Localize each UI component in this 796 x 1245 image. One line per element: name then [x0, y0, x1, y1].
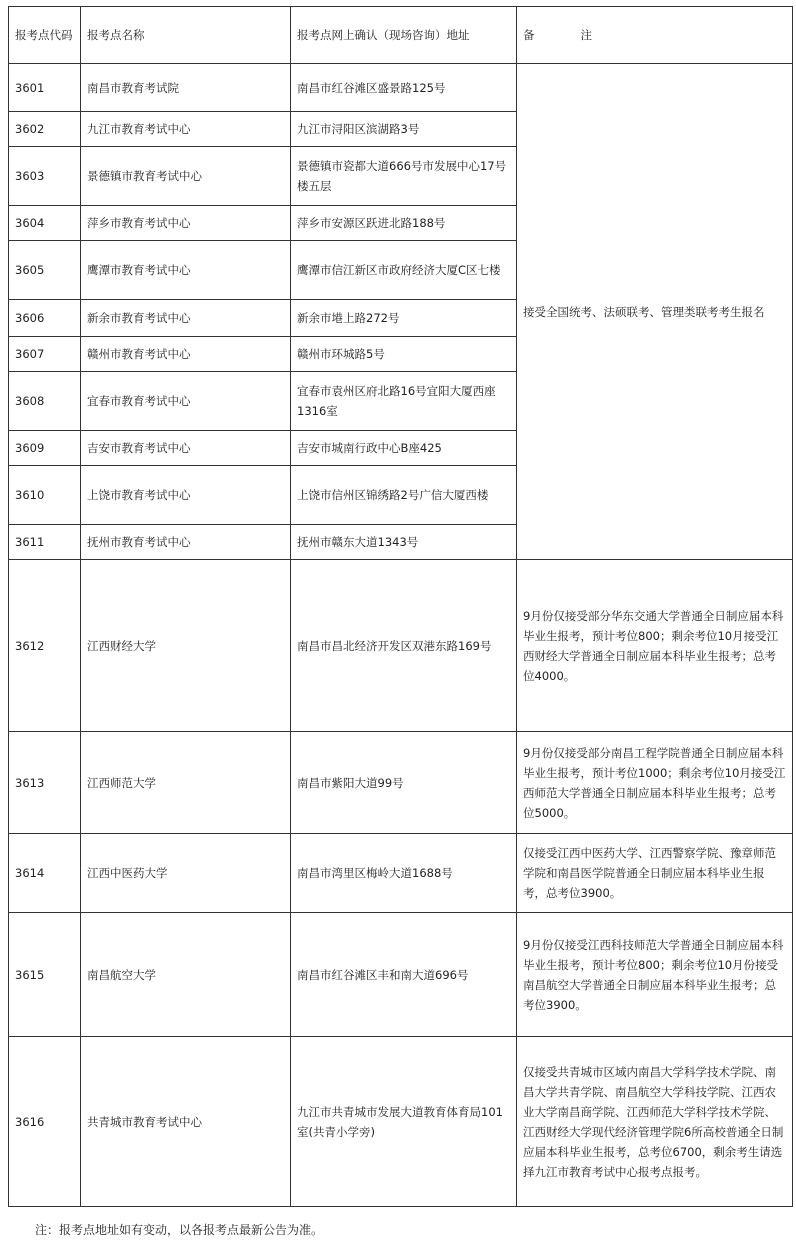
address-cell: 南昌市昌北经济开发区双港东路169号 [291, 560, 517, 732]
code-cell: 3614 [9, 834, 81, 913]
header-row [9, 7, 793, 64]
code-cell: 3616 [9, 1037, 81, 1207]
address-cell: 新余市塂上路272号 [291, 300, 517, 337]
name-cell: 九江市教育考试中心 [81, 112, 291, 147]
name-cell: 鹰潭市教育考试中心 [81, 241, 291, 300]
name-cell: 上饶市教育考试中心 [81, 466, 291, 525]
header-name: 报考点名称 [81, 7, 291, 64]
name-cell: 江西师范大学 [81, 732, 291, 834]
name-cell: 南昌市教育考试院 [81, 64, 291, 112]
header-code: 报考点代码 [9, 7, 81, 64]
address-cell: 抚州市赣东大道1343号 [291, 525, 517, 560]
table-row [9, 834, 793, 913]
code-cell: 3602 [9, 112, 81, 147]
name-cell: 新余市教育考试中心 [81, 300, 291, 337]
code-cell: 3604 [9, 206, 81, 241]
name-cell: 景德镇市教育考试中心 [81, 147, 291, 206]
code-cell: 3601 [9, 64, 81, 112]
table-row [9, 1037, 793, 1207]
remark-cell: 9月份仅接受部分华东交通大学普通全日制应届本科毕业生报考，预计考位800；剩余考位10月接受江西财经大学普通全日制应届本科毕业生报考；总考位4000。 [517, 560, 793, 732]
address-cell: 鹰潭市信江新区市政府经济大厦C区七楼 [291, 241, 517, 300]
code-cell: 3605 [9, 241, 81, 300]
address-cell: 萍乡市安源区跃进北路188号 [291, 206, 517, 241]
code-cell: 3607 [9, 337, 81, 372]
code-cell: 3610 [9, 466, 81, 525]
table-row [9, 732, 793, 834]
name-cell: 吉安市教育考试中心 [81, 431, 291, 466]
table-row [9, 913, 793, 1037]
name-cell: 共青城市教育考试中心 [81, 1037, 291, 1207]
address-cell: 南昌市红谷滩区盛景路125号 [291, 64, 517, 112]
address-cell: 九江市共青城市发展大道教育体育局101室(共青小学旁) [291, 1037, 517, 1207]
name-cell: 萍乡市教育考试中心 [81, 206, 291, 241]
table-row [9, 64, 793, 112]
address-cell: 南昌市紫阳大道99号 [291, 732, 517, 834]
address-cell: 吉安市城南行政中心B座425 [291, 431, 517, 466]
header-remark: 备 注 [517, 7, 793, 64]
code-cell: 3612 [9, 560, 81, 732]
remark-cell: 9月份仅接受部分南昌工程学院普通全日制应届本科毕业生报考，预计考位1000；剩余考位10月接受江西师范大学普通全日制应届本科毕业生报考；总考位5000。 [517, 732, 793, 834]
code-cell: 3609 [9, 431, 81, 466]
code-cell: 3613 [9, 732, 81, 834]
address-cell: 宜春市袁州区府北路16号宜阳大厦西座1316室 [291, 372, 517, 431]
name-cell: 南昌航空大学 [81, 913, 291, 1037]
remark-cell: 9月份仅接受江西科技师范大学普通全日制应届本科毕业生报考，预计考位800；剩余考位10月份接受南昌航空大学普通全日制应届本科毕业生报考；总考位3900。 [517, 913, 793, 1037]
code-cell: 3608 [9, 372, 81, 431]
address-cell: 上饶市信州区锦绣路2号广信大厦西楼 [291, 466, 517, 525]
name-cell: 宜春市教育考试中心 [81, 372, 291, 431]
code-cell: 3615 [9, 913, 81, 1037]
address-cell: 景德镇市瓷都大道666号市发展中心17号楼五层 [291, 147, 517, 206]
header-address: 报考点网上确认（现场咨询）地址 [291, 7, 517, 64]
name-cell: 赣州市教育考试中心 [81, 337, 291, 372]
code-cell: 3603 [9, 147, 81, 206]
address-cell: 九江市浔阳区滨湖路3号 [291, 112, 517, 147]
name-cell: 江西财经大学 [81, 560, 291, 732]
code-cell: 3611 [9, 525, 81, 560]
address-cell: 南昌市红谷滩区丰和南大道696号 [291, 913, 517, 1037]
remark-cell: 仅接受江西中医药大学、江西警察学院、豫章师范学院和南昌医学院普通全日制应届本科毕业生报考，总考位3900。 [517, 834, 793, 913]
code-cell: 3606 [9, 300, 81, 337]
name-cell: 抚州市教育考试中心 [81, 525, 291, 560]
name-cell: 江西中医药大学 [81, 834, 291, 913]
table-row [9, 560, 793, 732]
merged-remark-cell: 接受全国统考、法硕联考、管理类联考考生报名 [517, 64, 793, 560]
footnote: 注：报考点地址如有变动，以各报考点最新公告为准。 [35, 1223, 324, 1237]
exam-site-table [8, 6, 793, 1207]
address-cell: 赣州市环城路5号 [291, 337, 517, 372]
address-cell: 南昌市湾里区梅岭大道1688号 [291, 834, 517, 913]
remark-cell: 仅接受共青城市区域内南昌大学科学技术学院、南昌大学共青学院、南昌航空大学科技学院、江西农业大学南昌商学院、江西师范大学科学技术学院、江西财经大学现代经济管理学院6所高校普通全日制应届本科毕业生报考，总考位6700，剩余考生请选择九江市教育考试中心报考点报考。 [517, 1037, 793, 1207]
